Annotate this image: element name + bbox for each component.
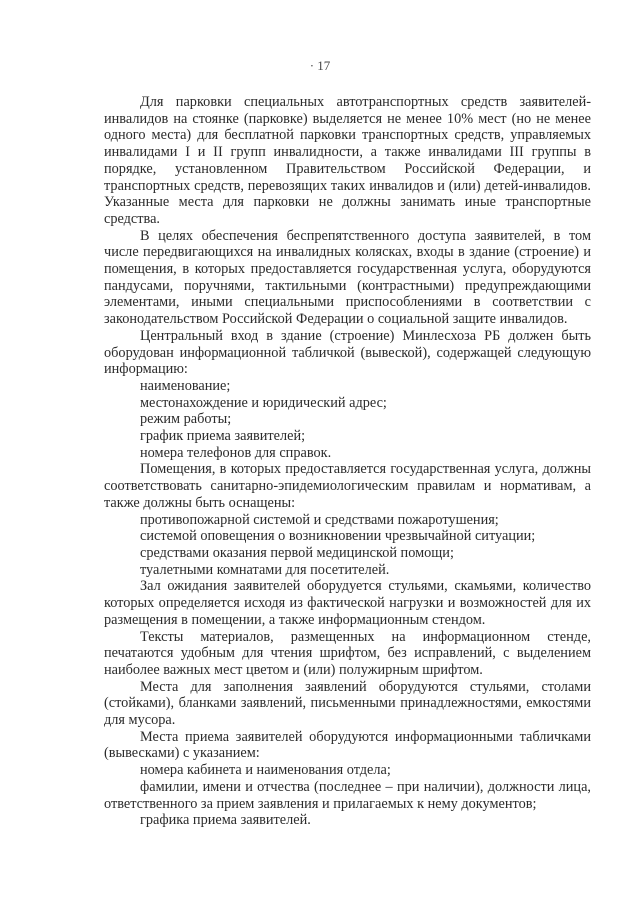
- list-item: противопожарной системой и средствами пожаротушения;: [140, 511, 499, 528]
- list-item: местонахождение и юридический адрес;: [140, 394, 387, 411]
- paragraph: Места приема заявителей оборудуются информационными табличками (вывесками) с указанием:: [104, 728, 591, 762]
- paragraph: Тексты материалов, размещенных на информационном стенде, печатаются удобным для чтения шрифтом, без исправлений, с выделением наиболее важных мест цветом и (или) полужирным шрифтом.: [104, 628, 591, 678]
- paragraph: Зал ожидания заявителей оборудуется стульями, скамьями, количество которых определяется исходя из фактической нагрузки и возможностей для их размещения в помещении, а также информационным стендом.: [104, 578, 591, 628]
- document-body: [104, 94, 591, 829]
- paragraph: фамилии, имени и отчества (последнее – при наличии), должности лица, ответственного за прием заявления и прилагаемых к нему документов;: [104, 778, 591, 812]
- paragraph: Центральный вход в здание (строение) Минлесхоза РБ должен быть оборудован информационной табличкой (вывеской), содержащей следующую информацию:: [104, 327, 591, 378]
- paragraph: Помещения, в которых предоставляется государственная услуга, должны соответствовать санитарно-эпидемиологическим правилам и нормативам, а также должны быть оснащены:: [104, 461, 591, 511]
- page-number: · 17: [309, 58, 331, 73]
- paragraph: Для парковки специальных автотранспортных средств заявителей-инвалидов на стоянке (парковке) выделяется не менее 10% мест (но не менее одного места) для бесплатной парковки транспортных средств, управляемых инвалидами I и II групп инвалидности, а также инвалидами III группы в порядке, установленном Правительством Российской Федерации, и транспортных средств, перевозящих таких инвалидов и (или) детей-инвалидов. Указанные места для парковки не должны занимать иные транспортные средства.: [104, 94, 591, 227]
- paragraph: Места для заполнения заявлений оборудуются стульями, столами (стойками), бланками заявлений, письменными принадлежностями, емкостями для мусора.: [104, 678, 591, 729]
- list-item: туалетными комнатами для посетителей.: [140, 561, 390, 578]
- list-item: режим работы;: [140, 411, 232, 428]
- list-item: средствами оказания первой медицинской помощи;: [140, 544, 454, 561]
- list-item: наименование;: [140, 377, 231, 394]
- list-item: номера телефонов для справок.: [140, 444, 332, 461]
- list-item: графика приема заявителей.: [140, 812, 311, 829]
- list-item: номера кабинета и наименования отдела;: [140, 762, 391, 779]
- list-item: график приема заявителей;: [140, 428, 306, 445]
- list-item: системой оповещения о возникновении чрезвычайной ситуации;: [140, 528, 536, 545]
- paragraph: В целях обеспечения беспрепятственного доступа заявителей, в том числе передвигающихся на инвалидных колясках, входы в здание (строение) и помещения, в которых предоставляется государственная услуга, оборудуются пандусами, поручнями, тактильными (контрастными) предупреждающими элементами, иными специальными приспособлениями в соответствии с законодательством Российской Федерации о социальной защите инвалидов.: [104, 227, 591, 328]
